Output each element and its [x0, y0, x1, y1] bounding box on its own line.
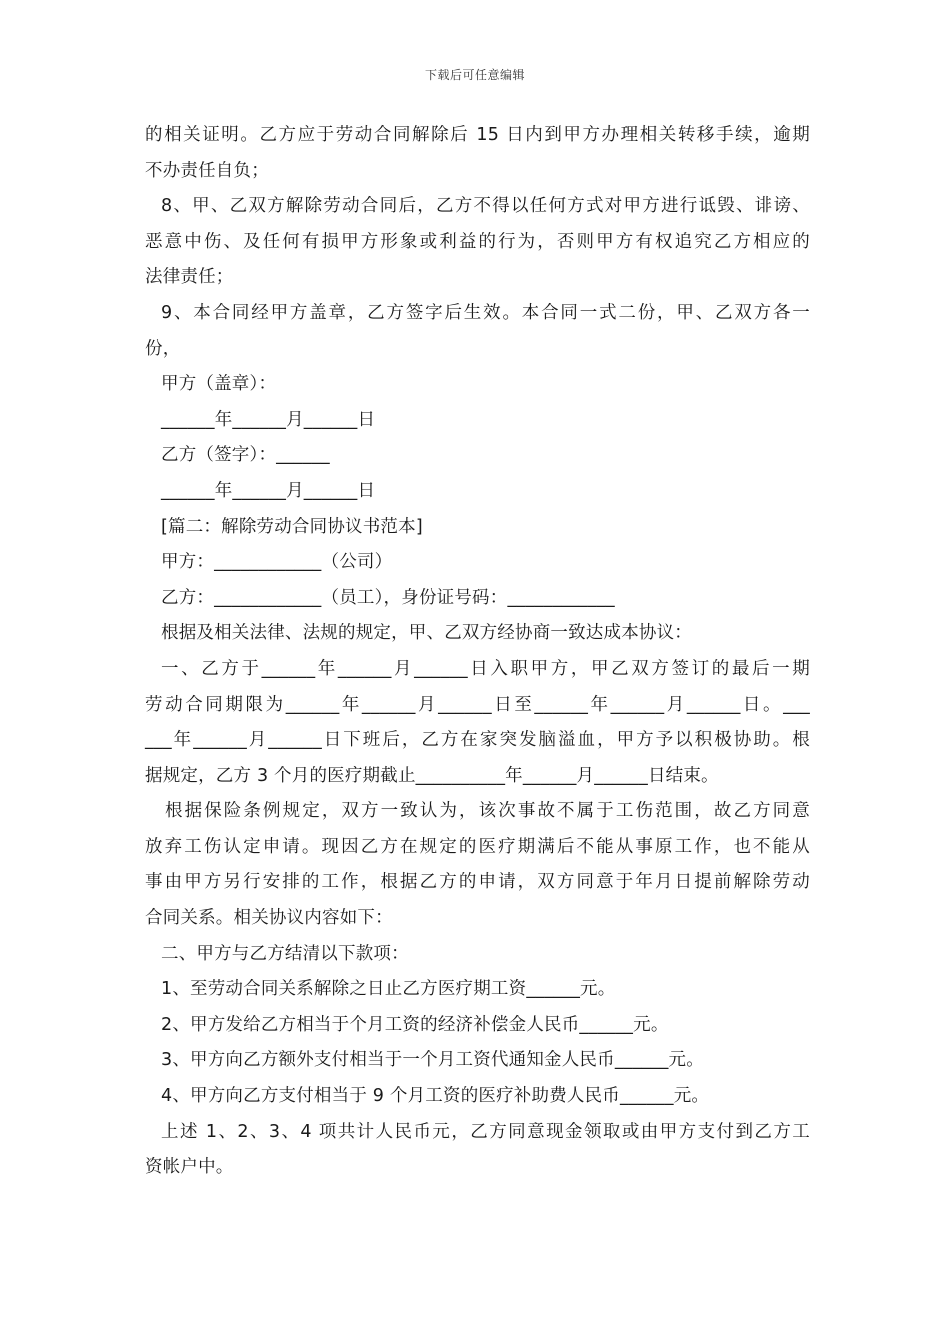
paragraph-line: 根据保险条例规定，双方一致认为，该次事故不属于工伤范围，故乙方同意	[165, 801, 810, 822]
list-item: 3、甲方向乙方额外支付相当于一个月工资代通知金人民币______元。	[161, 1050, 704, 1071]
list-item: 4、甲方向乙方支付相当于 9 个月工资的医疗补助费人民币______元。	[161, 1086, 710, 1107]
paragraph-line: ___年______月______日下班后，乙方在家突发脑溢血，甲方予以积极协助。根	[145, 730, 810, 751]
paragraph-line: 恶意中伤、及任何有损甲方形象或利益的行为，否则甲方有权追究乙方相应的	[145, 231, 810, 252]
paragraph-line: 据规定，乙方 3 个月的医疗期截止__________年______月______日结束。	[145, 765, 719, 786]
paragraph-line: 上述 1、2、3、4 项共计人民币元，乙方同意现金领取或由甲方支付到乙方工	[161, 1121, 810, 1142]
date-blank-line: ______年______月______日	[161, 480, 376, 501]
party-a-line: 甲方：____________（公司）	[161, 552, 393, 573]
signature-label-party-b: 乙方（签字）：______	[161, 445, 330, 466]
paragraph-line: 8、甲、乙双方解除劳动合同后，乙方不得以任何方式对甲方进行诋毁、诽谤、	[161, 196, 810, 217]
signature-label-party-a: 甲方（盖章）：	[161, 374, 277, 395]
paragraph-line: 资帐户中。	[145, 1157, 234, 1178]
list-item: 1、至劳动合同关系解除之日止乙方医疗期工资______元。	[161, 979, 616, 1000]
paragraph-line: 份，	[145, 338, 181, 359]
paragraph-line: 放弃工伤认定申请。现因乙方在规定的医疗期满后不能从事原工作，也不能从	[145, 836, 810, 857]
party-b-line: 乙方：____________（员工），身份证号码：____________	[161, 587, 615, 608]
section-title: [篇二：解除劳动合同协议书范本]	[161, 516, 423, 537]
paragraph-line: 合同关系。相关协议内容如下：	[145, 908, 393, 929]
paragraph-line: 事由甲方另行安排的工作，根据乙方的申请，双方同意于年月日提前解除劳动	[145, 872, 810, 893]
paragraph-line: 9、本合同经甲方盖章，乙方签字后生效。本合同一式二份，甲、乙双方各一	[161, 302, 810, 323]
paragraph-line: 一、乙方于______年______月______日入职甲方，甲乙双方签订的最后一期	[161, 658, 810, 679]
paragraph-line: 根据及相关法律、法规的规定，甲、乙双方经协商一致达成本协议：	[161, 623, 692, 644]
page-header-note: 下载后可任意编辑	[424, 68, 525, 82]
paragraph-line: 劳动合同期限为______年______月______日至______年______月______日。___	[145, 694, 810, 715]
paragraph-line: 二、甲方与乙方结清以下款项：	[161, 943, 409, 964]
paragraph-line: 不办责任自负；	[145, 160, 269, 181]
paragraph-line: 的相关证明。乙方应于劳动合同解除后 15 日内到甲方办理相关转移手续，逾期	[145, 125, 810, 145]
paragraph-line: 法律责任；	[145, 267, 234, 288]
date-blank-line: ______年______月______日	[161, 409, 376, 430]
document-body	[145, 118, 810, 1186]
list-item: 2、甲方发给乙方相当于个月工资的经济补偿金人民币______元。	[161, 1014, 669, 1035]
